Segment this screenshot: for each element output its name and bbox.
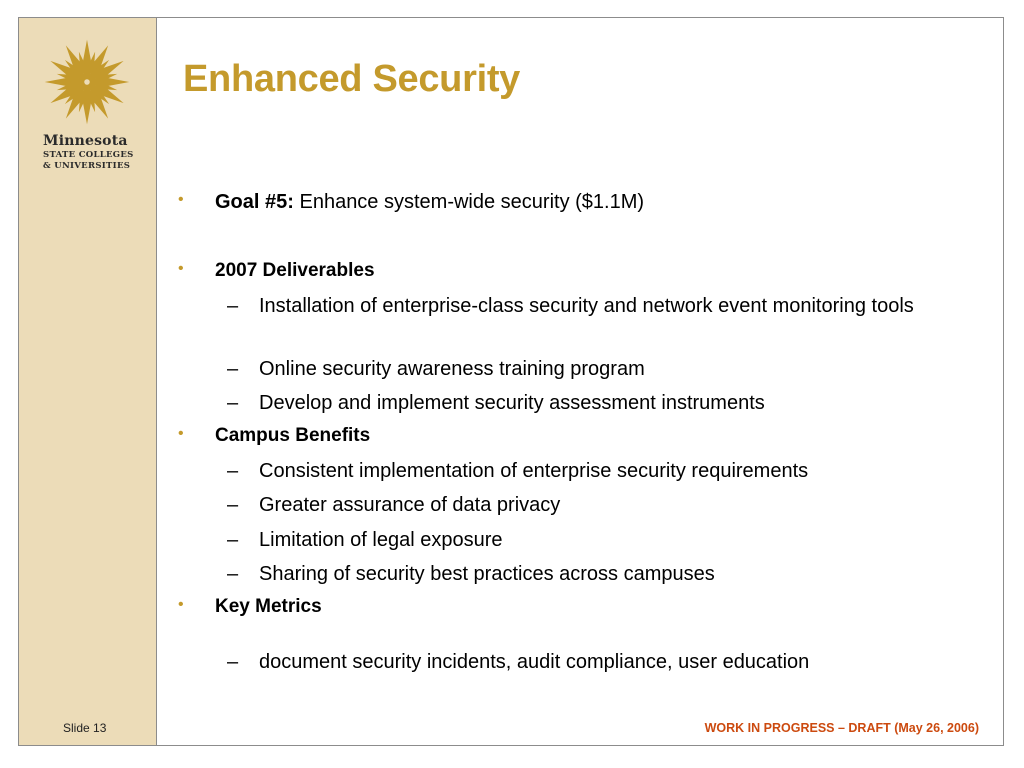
slide [18,17,1004,746]
goal-bullet [178,191,645,214]
bullet-icon: • [178,425,184,442]
draft-footer: WORK IN PROGRESS – DRAFT (May 26, 2006) [704,721,979,735]
section-heading: • Key Metrics [178,596,322,617]
section-heading: • 2007 Deliverables [178,260,375,281]
logo-line-state-colleges: STATE COLLEGES [43,150,134,160]
bullet-icon: • [178,260,184,277]
bullet-icon: • [178,191,184,208]
list-item: – Greater assurance of data privacy [227,494,561,516]
goal-label: Goal #5: [215,191,294,213]
logo-line-universities: & UNIVERSITIES [43,161,131,171]
list-item: – document security incidents, audit compliance, user education [227,651,810,673]
slide-title: Enhanced Security [183,58,521,100]
list-item: – Online security awareness training program [227,358,645,380]
bullet-icon: • [178,596,184,613]
list-item: – Installation of enterprise-class security and network event monitoring tools [227,295,914,317]
list-item: – Limitation of legal exposure [227,529,503,551]
slide-number: Slide 13 [63,721,107,735]
list-item: – Consistent implementation of enterprise security requirements [227,460,809,482]
goal-text: Enhance system-wide security ($1.1M) [293,191,645,213]
logo-line-minnesota: Minnesota [43,133,128,149]
list-item: – Sharing of security best practices across campuses [227,563,715,585]
list-item: – Develop and implement security assessment instruments [227,392,765,414]
bullet-content [19,18,1003,745]
section-heading: • Campus Benefits [178,425,371,446]
